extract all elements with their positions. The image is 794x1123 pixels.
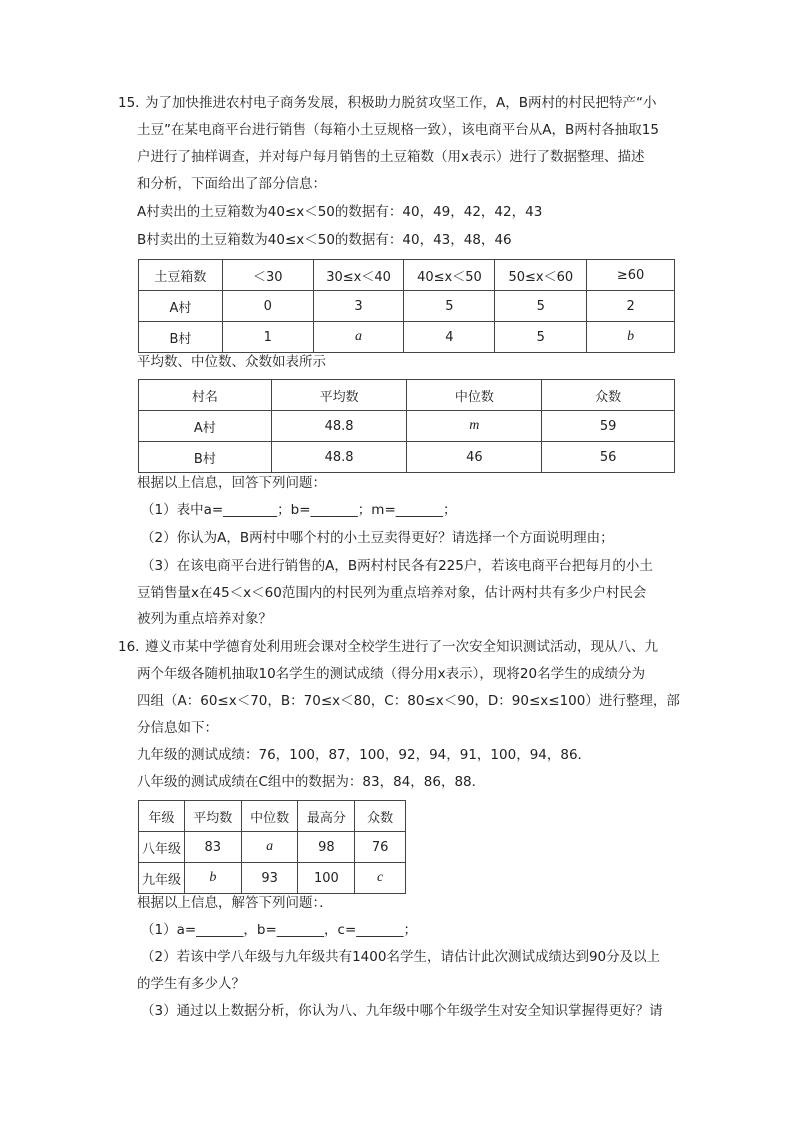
q15-sub2: （2）你认为A，B两村中哪个村的小土豆卖得更好？请选择一个方面说明理由； [141, 530, 614, 546]
table-cell: 3 [313, 291, 404, 322]
table-cell: 56 [542, 442, 675, 473]
table-header-cell: 平均数 [184, 801, 241, 832]
q15-intro-line4: 和分析，下面给出了部分信息： [137, 176, 326, 192]
table-cell: 59 [542, 411, 675, 442]
table-cell: 5 [404, 291, 495, 322]
table-cell: 48.8 [271, 442, 407, 473]
table-row [139, 322, 675, 353]
table-header-row [139, 380, 675, 411]
q16-statistics-table [138, 800, 406, 894]
table-cell: m [407, 411, 542, 442]
q16-grade8-c-group: 八年级的测试成绩在C组中的数据为：83，84，86，88． [137, 774, 486, 790]
table-cell: 1 [222, 322, 313, 353]
q15-prompt: 根据以上信息，回答下列问题： [137, 475, 326, 491]
q16-intro-line1: 遵义市某中学德育处利用班会课对全校学生进行了一次安全知识测试活动，现从八、九 [145, 639, 658, 655]
table-cell: a [313, 322, 404, 353]
table-row [139, 832, 406, 863]
q15-sub3-line2: 豆销售量x在45＜x＜60范围内的村民列为重点培养对象，估计两村共有多少户村民会 [137, 585, 647, 601]
table-cell: 76 [355, 832, 406, 863]
q16-sub1: （1）a=_______，b=_______，c=_______； [141, 922, 418, 938]
table-cell: 48.8 [271, 411, 407, 442]
table-cell: 九年级 [139, 863, 185, 894]
table-cell: A村 [139, 291, 223, 322]
table-cell: B村 [139, 442, 272, 473]
q15-sub3-line1: （3）在该电商平台进行销售的A，B两村村民各有225户，若该电商平台把每月的小土 [141, 558, 653, 574]
table-cell: 46 [407, 442, 542, 473]
q16-intro-line3: 四组（A：60≤x＜70，B：70≤x＜80，C：80≤x＜90，D：90≤x≤100）进行整理，部 [137, 693, 680, 709]
table-header-cell: 50≤x＜60 [495, 260, 587, 291]
table-row [139, 442, 675, 473]
table-row [139, 411, 675, 442]
table-cell: 4 [404, 322, 495, 353]
table-cell: 八年级 [139, 832, 185, 863]
q16-sub3: （3）通过以上数据分析，你认为八、九年级中哪个年级学生对安全知识掌握得更好？请 [141, 1003, 663, 1019]
q16-grade9-scores: 九年级的测试成绩：76，100，87，100，92，94，91，100，94，86． [137, 747, 592, 763]
table-header-cell: 中位数 [241, 801, 298, 832]
table-cell: 0 [222, 291, 313, 322]
table-cell: b [587, 322, 675, 353]
q16-intro-line4: 分信息如下： [137, 720, 218, 736]
q15-a-village-data: A村卖出的土豆箱数为40≤x＜50的数据有：40，49，42，42，43 [137, 204, 543, 220]
table-header-row [139, 260, 675, 291]
table-header-cell: 40≤x＜50 [404, 260, 495, 291]
table-header-cell: 中位数 [407, 380, 542, 411]
q15-sub3-line3: 被列为重点培养对象？ [137, 611, 272, 627]
q15-b-village-data: B村卖出的土豆箱数为40≤x＜50的数据有：40，43，48，46 [137, 232, 512, 248]
q16-number: 16． [118, 639, 149, 655]
table-cell: c [355, 863, 406, 894]
q16-sub2-line2: 的学生有多少人？ [137, 976, 245, 992]
table-header-cell: 30≤x＜40 [313, 260, 404, 291]
table-header-cell: ＜30 [222, 260, 313, 291]
table-header-cell: 最高分 [298, 801, 355, 832]
table-header-cell: 村名 [139, 380, 272, 411]
q16-prompt: 根据以上信息，解答下列问题：． [137, 895, 333, 911]
q16-sub2-line1: （2）若该中学八年级与九年级共有1400名学生，请估计此次测试成绩达到90分及以上 [141, 949, 661, 965]
q15-table2-caption: 平均数、中位数、众数如表所示 [137, 354, 326, 370]
table-cell: 5 [495, 322, 587, 353]
table-header-row [139, 801, 406, 832]
table-header-cell: 众数 [542, 380, 675, 411]
table-cell: 5 [495, 291, 587, 322]
table-cell: b [184, 863, 241, 894]
q15-frequency-table [138, 259, 675, 353]
table-row [139, 291, 675, 322]
table-cell: B村 [139, 322, 223, 353]
q15-statistics-table [138, 379, 675, 473]
table-cell: 98 [298, 832, 355, 863]
q16-intro-line2: 两个年级各随机抽取10名学生的测试成绩（得分用x表示），现将20名学生的成绩分为 [137, 666, 646, 682]
table-header-cell: ≥60 [587, 260, 675, 291]
table-cell: A村 [139, 411, 272, 442]
table-cell: 83 [184, 832, 241, 863]
table-header-cell: 年级 [139, 801, 185, 832]
q15-number: 15． [118, 95, 149, 111]
table-row [139, 863, 406, 894]
table-header-cell: 众数 [355, 801, 406, 832]
q15-intro-line1: 为了加快推进农村电子商务发展，积极助力脱贫攻坚工作，A，B两村的村民把特产“小 [145, 95, 657, 111]
q15-intro-line2: 土豆”在某电商平台进行销售（每箱小土豆规格一致），该电商平台从A，B两村各抽取15 [137, 122, 659, 138]
table-cell: 100 [298, 863, 355, 894]
table-cell: 93 [241, 863, 298, 894]
table-header-cell: 平均数 [271, 380, 407, 411]
table-cell: a [241, 832, 298, 863]
table-cell: 2 [587, 291, 675, 322]
q15-sub1: （1）表中a=________；b=_______；m=_______； [141, 502, 457, 518]
table-header-cell: 土豆箱数 [139, 260, 223, 291]
q15-intro-line3: 户进行了抽样调查，并对每户每月销售的土豆箱数（用x表示）进行了数据整理、描述 [137, 149, 645, 165]
